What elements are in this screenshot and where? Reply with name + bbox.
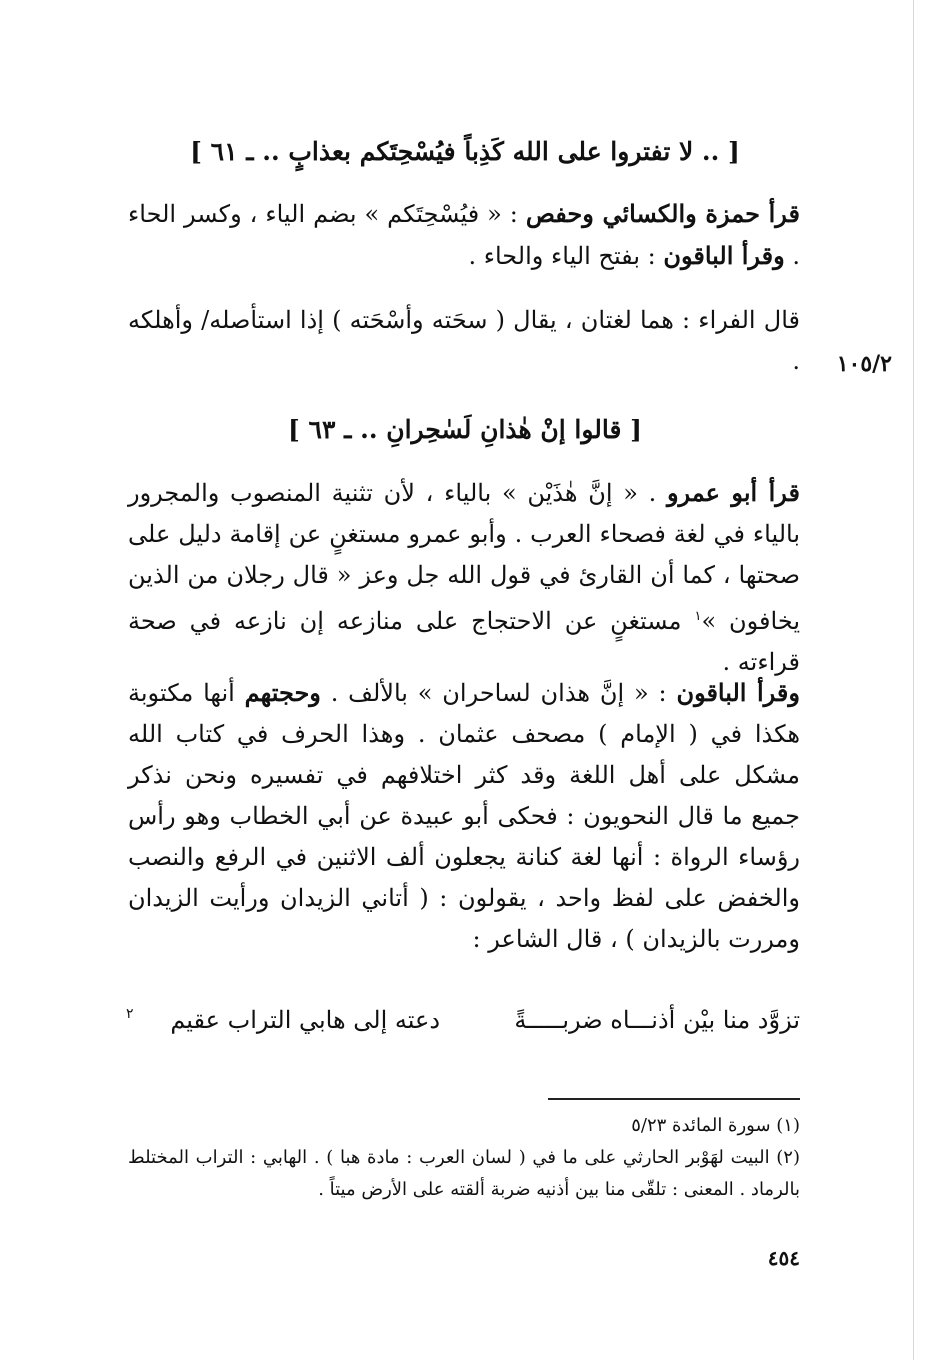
argument-label: وحجتهم — [244, 678, 321, 707]
verse-hemistich-2: دعته إلى هابي التراب عقيم — [170, 1006, 440, 1034]
scan-edge-line — [913, 0, 914, 1360]
page-number: ٤٥٤ — [767, 1246, 800, 1270]
paragraph-others — [128, 672, 800, 960]
verse-hemistich-1: تزوَّد منا بيْن أذنـــاه ضربـــــةً — [514, 1006, 800, 1034]
paragraph-text: أنها مكتوبة هكذا في ( الإمام ) مصحف عثمان . وهذا الحرف في كتاب الله مشكل على أهل اللغة وقد كثر اختلافهم في تفسيره ونحن نذكر جميع ما قال النحويون : فحكى أبو عبيدة عن أبي الخطاب وهو رأس رؤساء الرواة : أنها لغة كنانة يجعلون ألف الاثنين في الرفع والنصب والخفض على لفظ واحد ، يقولون : ( أتاني الزيدان ورأيت الزيدان ومررت بالزيدان ) ، قال الشاعر : — [128, 679, 800, 953]
footnote-separator — [548, 1098, 800, 1100]
footnote-2: (٢) البيت لهَوْبر الحارثي على ما في ( لسان العرب : مادة هبا ) . الهابي : التراب المختلط بالرماد . المعنى : تلقّى منا بين أذنيه ضربة ألقته على الأرض ميتاً . — [128, 1147, 800, 1200]
paragraph-text: : بفتح الياء والحاء . — [468, 242, 656, 270]
verse-heading-61: [ .. لا تفتروا على الله كَذِباً فيُسْحِتَكم بعذابٍ .. ـ ٦١ ] — [190, 137, 740, 166]
footnote-ref: ١ — [694, 609, 702, 624]
footnotes — [128, 1110, 800, 1206]
reader-names: قرأ أبو عمرو — [666, 478, 800, 507]
footnote-ref: ٢ — [126, 1006, 134, 1022]
paragraph-reading-hamza — [128, 193, 800, 277]
paragraph-text: : « إنَّ هذان لساحران » بالألف . — [330, 679, 667, 707]
manuscript-folio-note: ١٠٥/٢ — [836, 351, 892, 377]
paragraph-abu-amr — [128, 472, 800, 683]
reader-names: قرأ حمزة والكسائي وحفص — [525, 199, 800, 228]
paragraph-text: . « إنَّ هٰذَيْن » بالياء ، لأن تثنية المنصوب والمجرور بالياء في لغة فصحاء العرب . وأبو عمرو مستغنٍ عن إقامة دليل على صحتها ، كما أن القارئ في قول الله جل وعز « قال رجلان من الذين يخافون » — [128, 479, 800, 635]
paragraph-text: : « فيُسْحِتَكم » بضم الياء ، وكسر الحاء . — [128, 200, 800, 270]
reader-names: وقرأ الباقون — [676, 678, 800, 707]
footnote-1: (١) سورة المائدة ٥/٢٣ — [631, 1115, 800, 1136]
paragraph-farra: قال الفراء : هما لغتان ، يقال ( سحَته وأسْحَته ) إذا استأصله/ وأهلكه . — [128, 306, 800, 375]
verse-heading-63: [ قالوا إنْ هٰذانِ لَسٰحِرانِ .. ـ ٦٣ ] — [287, 415, 642, 444]
paragraph-text: مستغنٍ عن الاحتجاج على منازعه إن نازعه في صحة قراءته . — [128, 607, 800, 676]
reader-names: وقرأ الباقون — [663, 241, 785, 270]
